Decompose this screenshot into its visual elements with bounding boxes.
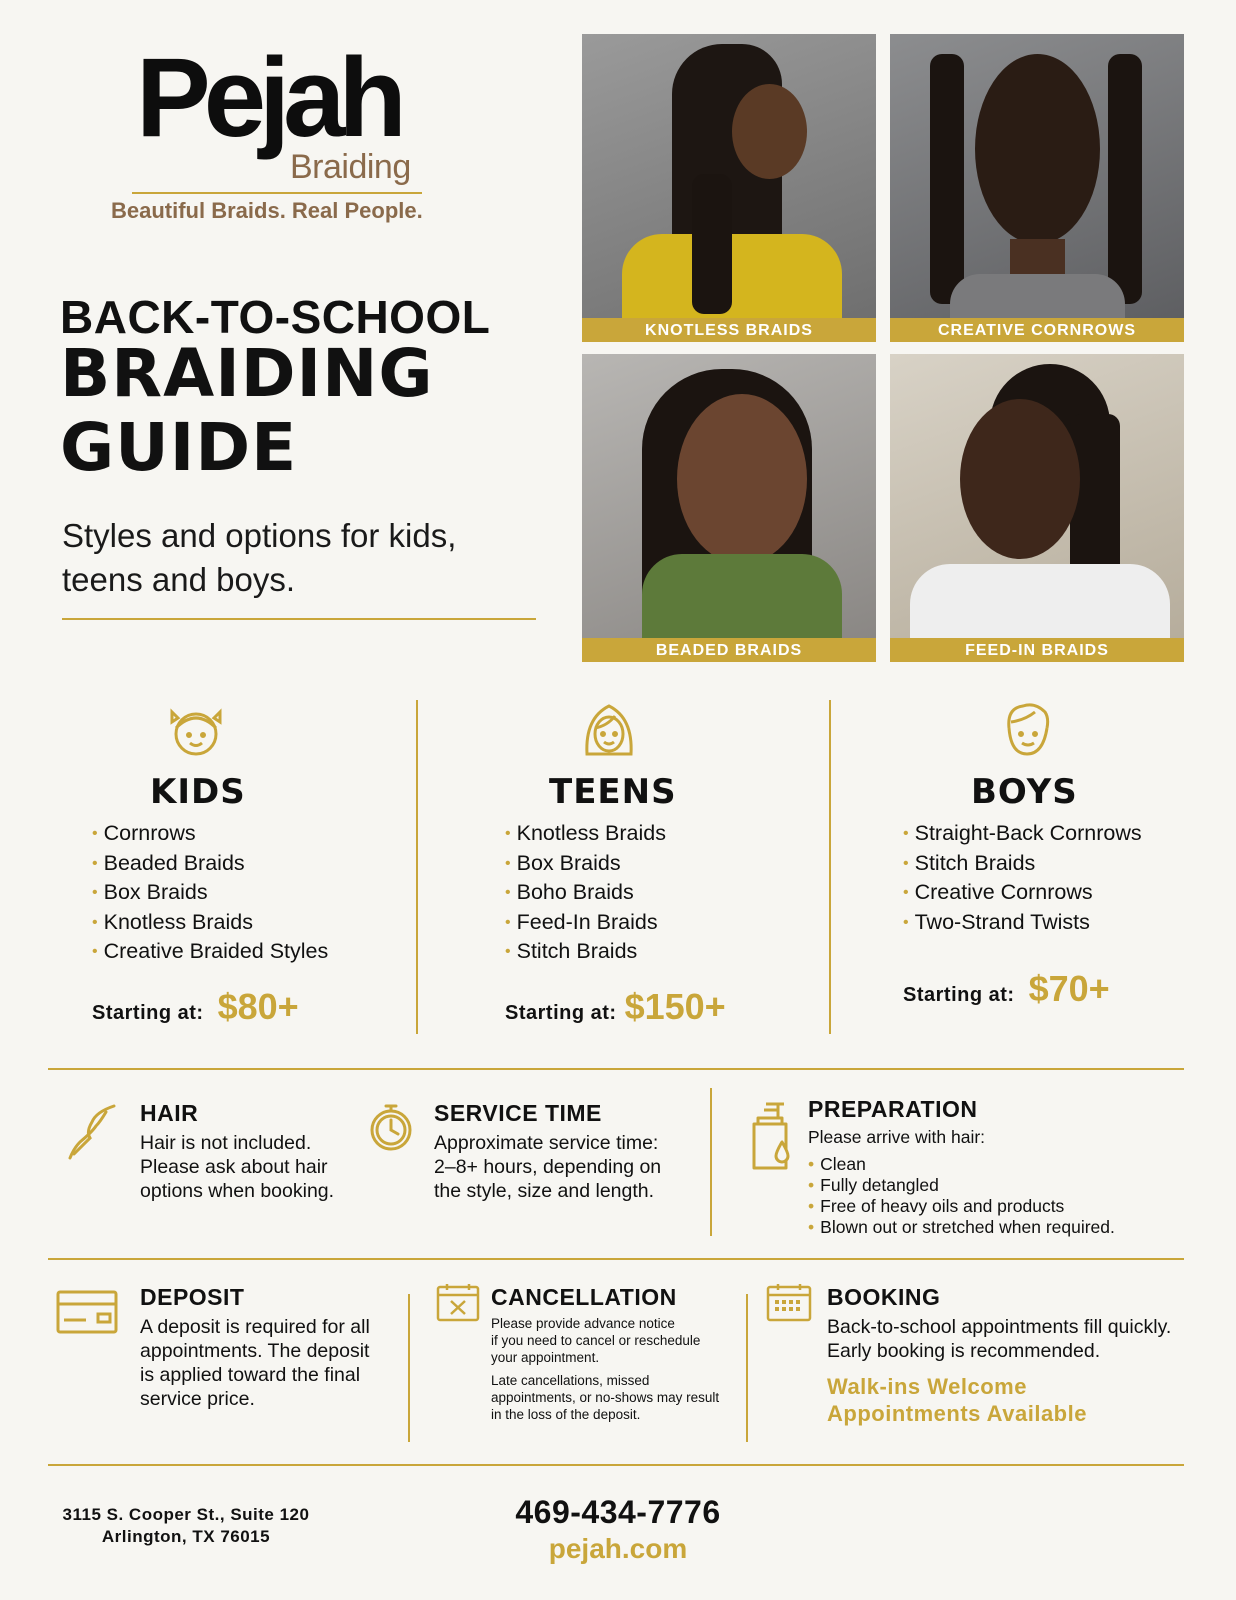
list-item: • Cornrows (92, 820, 452, 850)
price-label: Starting at: (92, 1001, 204, 1024)
lotion-bottle-icon (748, 1100, 796, 1172)
title-line-1: BACK-TO-SCHOOL (60, 291, 491, 343)
list-item: • Beaded Braids (92, 850, 452, 880)
text-line: Early booking is recommended. (827, 1340, 1101, 1362)
text-line: appointments. The deposit (140, 1340, 370, 1362)
footer-divider (48, 1464, 1184, 1466)
boy-face-icon (995, 698, 1059, 762)
photo-knotless-braids (582, 34, 876, 342)
kids-price-row (92, 986, 452, 1028)
preparation-section (808, 1096, 1148, 1238)
photo-beaded-braids (582, 354, 876, 662)
address-line-1: 3115 S. Cooper St., Suite 120 (62, 1505, 310, 1524)
teens-column (505, 698, 865, 1028)
hair-section (140, 1100, 360, 1203)
photo-image (582, 354, 876, 638)
booking-text (827, 1315, 1187, 1363)
section-divider (48, 1068, 1184, 1070)
photo-caption: FEED-IN BRAIDS (890, 638, 1184, 662)
phone-number[interactable]: 469-434-7776 (515, 1494, 721, 1530)
kids-column (92, 698, 452, 1028)
kids-title: KIDS (150, 772, 246, 812)
booking-title: BOOKING (827, 1284, 941, 1310)
logo-wordmark: Pejah (136, 35, 400, 160)
address (46, 1504, 326, 1548)
list-item: • Two-Strand Twists (903, 909, 1236, 939)
deposit-text (140, 1315, 390, 1411)
hair-title: HAIR (140, 1100, 199, 1126)
cancellation-section (491, 1284, 731, 1423)
service-time-section (434, 1100, 694, 1203)
text-line: service price. (140, 1388, 255, 1410)
website-link[interactable]: pejah.com (548, 1533, 688, 1564)
list-item: • Creative Braided Styles (92, 938, 452, 968)
list-item: • Box Braids (92, 879, 452, 909)
deposit-title: DEPOSIT (140, 1284, 245, 1310)
photo-image (890, 34, 1184, 318)
subtitle: Styles and options for kids, teens and boys. (62, 517, 457, 598)
hair-clip-icon (66, 1102, 120, 1162)
list-item: • Free of heavy oils and products (808, 1196, 1148, 1217)
boys-price: $70+ (1028, 968, 1110, 1009)
price-label: Starting at: (505, 1001, 617, 1024)
preparation-intro: Please arrive with hair: (808, 1127, 986, 1147)
text-line: Please provide advance notice (491, 1316, 675, 1331)
service-time-title: SERVICE TIME (434, 1100, 602, 1126)
boys-title: BOYS (971, 772, 1078, 812)
photo-image (890, 354, 1184, 638)
list-item: • Knotless Braids (505, 820, 865, 850)
section-divider (48, 1258, 1184, 1260)
text-line: Hair is not included. (140, 1132, 312, 1154)
teens-price: $150+ (624, 985, 726, 1027)
list-item: • Clean (808, 1154, 1148, 1175)
text-line: appointments, or no-shows may result (491, 1390, 720, 1405)
price-label: Starting at: (903, 984, 1015, 1006)
hair-text (140, 1131, 360, 1203)
cancellation-notice (491, 1315, 731, 1366)
text-line: Approximate service time: (434, 1132, 659, 1154)
text-line: the style, size and length. (434, 1180, 655, 1202)
deposit-section (140, 1284, 390, 1411)
photo-caption: CREATIVE CORNROWS (890, 318, 1184, 342)
list-item: • Fully detangled (808, 1175, 1148, 1196)
logo-divider (132, 192, 422, 194)
list-item: • Straight-Back Cornrows (903, 820, 1236, 850)
calendar-cancel-icon (436, 1282, 480, 1322)
list-item: • Boho Braids (505, 879, 865, 909)
list-item: • Box Braids (505, 850, 865, 880)
preparation-title: PREPARATION (808, 1096, 978, 1122)
title-divider (62, 618, 536, 620)
credit-card-icon (56, 1290, 118, 1334)
logo-subtitle: Braiding (290, 148, 411, 186)
list-item: • Feed-In Braids (505, 909, 865, 939)
service-time-text (434, 1131, 694, 1203)
contact-block (468, 1494, 768, 1565)
list-item: • Knotless Braids (92, 909, 452, 939)
address-line-2: Arlington, TX 76015 (101, 1527, 271, 1546)
photo-creative-cornrows (890, 34, 1184, 342)
photo-caption: KNOTLESS BRAIDS (582, 318, 876, 342)
teens-list (505, 820, 865, 968)
photo-feed-in-braids (890, 354, 1184, 662)
text-line: Back-to-school appointments fill quickly. (827, 1316, 1172, 1338)
section-divider-vertical (710, 1088, 712, 1236)
list-item: • Creative Cornrows (903, 879, 1236, 909)
stopwatch-icon (368, 1102, 414, 1152)
list-item: • Stitch Braids (505, 938, 865, 968)
walk-ins-welcome: Walk-ins Welcome (827, 1374, 1027, 1399)
text-line: options when booking. (140, 1180, 335, 1202)
kids-price: $80+ (217, 985, 299, 1027)
text-line: Late cancellations, missed (491, 1373, 650, 1388)
text-line: is applied toward the final (140, 1364, 361, 1386)
boys-column (903, 698, 1236, 1010)
preparation-list (808, 1154, 1148, 1238)
teens-title: TEENS (549, 772, 677, 812)
tagline: Beautiful Braids. Real People. (111, 198, 423, 223)
calendar-icon (766, 1282, 812, 1322)
boys-price-row (903, 968, 1236, 1010)
booking-section (827, 1284, 1187, 1427)
teens-price-row (505, 986, 865, 1028)
text-line: Please ask about hair (140, 1156, 328, 1178)
girl-face-icon (164, 698, 228, 762)
section-divider-vertical (746, 1294, 748, 1442)
cancellation-title: CANCELLATION (491, 1284, 677, 1310)
section-divider-vertical (408, 1294, 410, 1442)
cancellation-policy (491, 1372, 731, 1423)
text-line: your appointment. (491, 1350, 600, 1365)
text-line: if you need to cancel or reschedule (491, 1333, 701, 1348)
teen-face-icon (577, 698, 641, 762)
title-line-2: BRAIDING (60, 335, 434, 412)
column-divider (416, 700, 418, 1034)
kids-list (92, 820, 452, 968)
photo-image (582, 34, 876, 318)
list-item: • Blown out or stretched when required. (808, 1217, 1148, 1238)
photo-caption: BEADED BRAIDS (582, 638, 876, 662)
boys-list (903, 820, 1236, 938)
appointments-available: Appointments Available (827, 1401, 1087, 1426)
text-line: A deposit is required for all (140, 1316, 370, 1338)
column-divider (829, 700, 831, 1034)
text-line: 2–8+ hours, depending on (434, 1156, 662, 1178)
list-item: • Stitch Braids (903, 850, 1236, 880)
text-line: in the loss of the deposit. (491, 1407, 641, 1422)
title-line-3: GUIDE (60, 409, 298, 486)
